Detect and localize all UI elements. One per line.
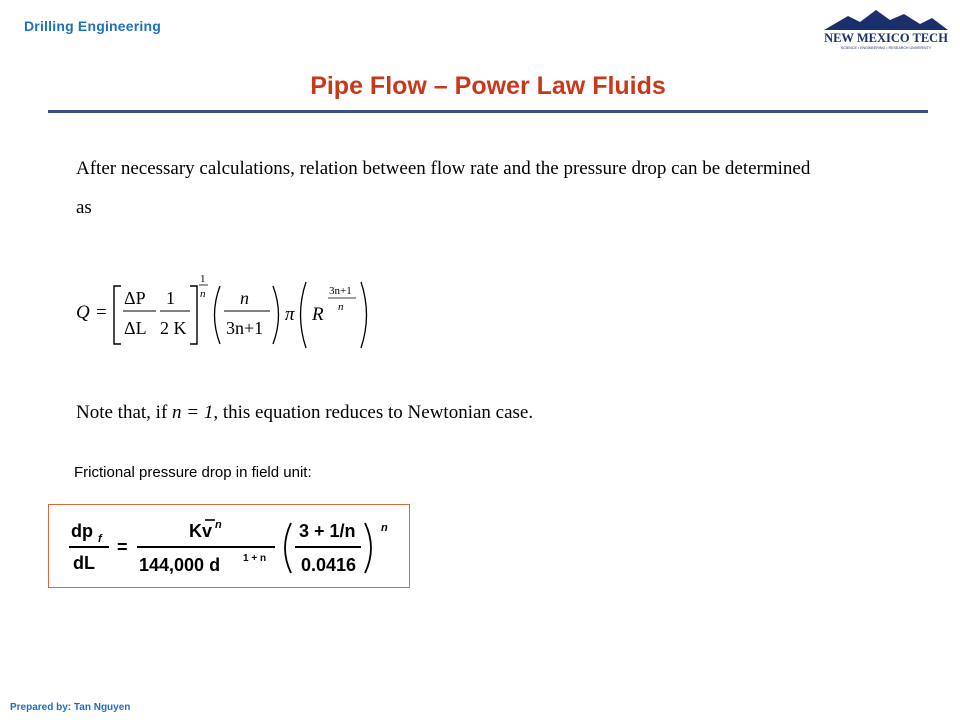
eq2-paren-den: 0.0416 — [301, 555, 357, 575]
eq-r-exp-num: 3n+1 — [329, 285, 352, 297]
eq-n-num: n — [240, 288, 249, 308]
eq2-right-paren — [365, 523, 371, 573]
prepared-by: Prepared by: Tan Nguyen — [10, 702, 131, 713]
new-mexico-tech-logo — [820, 6, 952, 52]
eq-2k: 2 K — [160, 318, 187, 338]
eq2-den: 144,000 d — [139, 555, 221, 575]
eq-one: 1 — [166, 288, 175, 308]
frictional-label: Frictional pressure drop in field unit: — [74, 464, 312, 481]
newtonian-note — [76, 402, 533, 424]
eq-exp-num: 1 — [200, 273, 206, 285]
eq-dl: ΔL — [124, 318, 147, 338]
eq-equals: = — [96, 302, 107, 323]
eq2-outer-exp: n — [381, 522, 388, 534]
eq2-equals: = — [117, 537, 128, 557]
right-paren-2 — [361, 282, 367, 348]
left-paren-2 — [301, 282, 307, 348]
course-label: Drilling Engineering — [24, 18, 162, 34]
mountain-logo-icon — [824, 10, 948, 30]
left-bracket — [114, 286, 121, 344]
intro-text-line1: After necessary calculations, relation between flow rate and the pressure drop can be determined — [76, 158, 811, 179]
eq2-left-paren — [285, 523, 291, 573]
logo-name: NEW MEXICO TECH — [824, 31, 948, 45]
eq2-sub-f: f — [98, 533, 102, 545]
right-paren-1 — [273, 286, 279, 344]
eq2-den-exp: 1 + n — [243, 553, 267, 564]
intro-text-line2: as — [76, 197, 92, 218]
eq-dp: ΔP — [124, 288, 146, 308]
title-divider — [48, 110, 928, 113]
eq2-dl: dL — [73, 553, 95, 573]
eq-r: R — [312, 304, 324, 325]
note-prefix: Note that, if — [76, 402, 173, 423]
eq2-kv: Kv — [189, 521, 213, 541]
logo-tagline: SCIENCE • ENGINEERING • RESEARCH UNIVERSITY — [840, 46, 932, 50]
slide-title: Pipe Flow – Power Law Fluids — [310, 72, 666, 100]
note-math: n = 1 — [172, 402, 214, 423]
note-suffix: , this equation reduces to Newtonian case. — [213, 402, 534, 423]
eq-exp-den: n — [200, 288, 206, 300]
field-unit-equation — [65, 513, 395, 579]
eq-n-den: 3n+1 — [226, 318, 264, 338]
eq-q: Q — [76, 302, 90, 323]
right-bracket — [190, 286, 197, 344]
field-unit-equation-box — [48, 504, 410, 588]
eq-pi: π — [285, 304, 295, 325]
eq2-num-exp: n — [215, 519, 222, 531]
eq2-dp: dp — [71, 521, 93, 541]
left-paren-1 — [215, 286, 221, 344]
eq2-paren-num: 3 + 1/n — [299, 521, 356, 541]
eq-r-exp-den: n — [338, 301, 344, 313]
flow-rate-equation — [74, 268, 374, 352]
